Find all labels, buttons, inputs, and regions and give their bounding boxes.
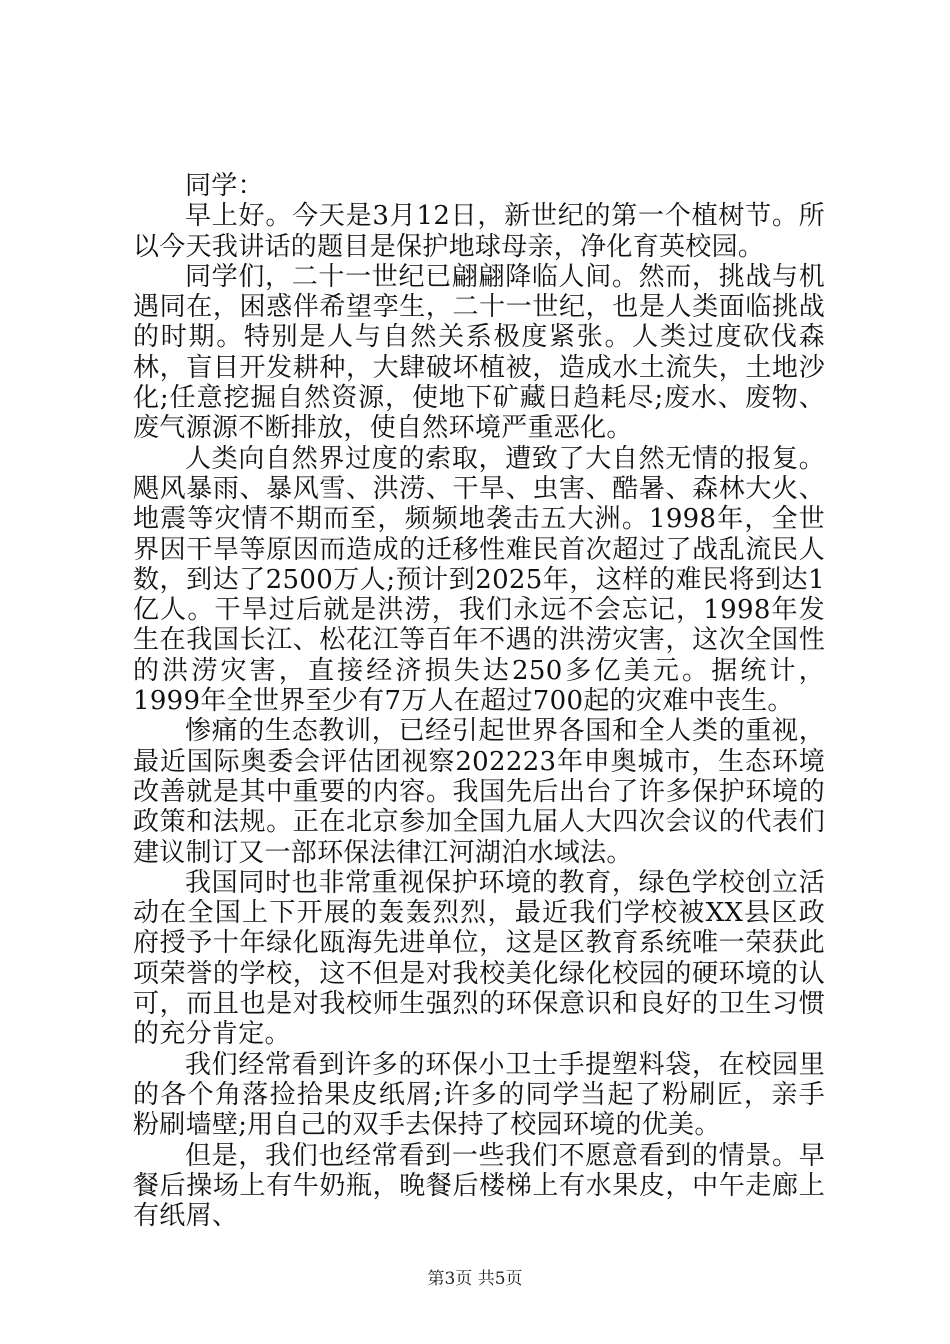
paragraph-greeting: 早上好。今天是3月12日，新世纪的第一个植树节。所以今天我讲话的题目是保护地球母亲，净化育英校园。 xyxy=(133,201,825,262)
paragraph-bad-scenes: 但是，我们也经常看到一些我们不愿意看到的情景。早餐后操场上有牛奶瓶，晚餐后楼梯上有水果皮，中午走廊上有纸屑、 xyxy=(133,1140,825,1232)
speech-body xyxy=(133,171,825,1231)
salutation: 同学： xyxy=(185,171,264,201)
paragraph-eco-guards: 我们经常看到许多的环保小卫士手提塑料袋，在校园里的各个角落捡拾果皮纸屑;许多的同学当起了粉刷匠，亲手粉刷墙壁;用自己的双手去保持了校园环境的优美。 xyxy=(133,1049,825,1141)
paragraph-green-school: 我国同时也非常重视保护环境的教育，绿色学校创立活动在全国上下开展的轰轰烈烈，最近我们学校被XX县区政府授予十年绿化瓯海先进单位，这是区教育系统唯一荣获此项荣誉的学校，这不但是对我校美化绿化校园的硬环境的认可，而且也是对我校师生强烈的环保意识和良好的卫生习惯的充分肯定。 xyxy=(133,867,825,1050)
paragraph-disasters: 人类向自然界过度的索取，遭致了大自然无情的报复。飓风暴雨、暴风雪、洪涝、干旱、虫害、酷暑、森林大火、地震等灾情不期而至，频频地袭击五大洲。1998年，全世界因干旱等原因而造成的迁移性难民首次超过了战乱流民人数，到达了2500万人;预计到2025年，这样的难民将到达1亿人。干旱过后就是洪涝，我们永远不会忘记，1998年发生在我国长江、松花江等百年不遇的洪涝灾害，这次全国性的洪涝灾害，直接经济损失达250多亿美元。据统计，1999年全世界至少有7万人在超过700起的灾难中丧生。 xyxy=(133,443,825,717)
page-number: 第3页 共5页 xyxy=(427,1269,523,1289)
paragraph-challenges: 同学们，二十一世纪已翩翩降临人间。然而，挑战与机遇同在，困惑伴希望孪生，二十一世纪，也是人类面临挑战的时期。特别是人与自然关系极度紧张。人类过度砍伐森林，盲目开发耕种，大肆破坏植被，造成水土流失，土地沙化;任意挖掘自然资源，使地下矿藏日趋耗尽;废水、废物、废气源源不断排放，使自然环境严重恶化。 xyxy=(133,261,825,444)
paragraph-ecology-lessons: 惨痛的生态教训，已经引起世界各国和全人类的重视，最近国际奥委会评估团视察202223年申奥城市，生态环境改善就是其中重要的内容。我国先后出台了许多保护环境的政策和法规。正在北京参加全国九届人大四次会议的代表们建议制订又一部环保法律江河湖泊水域法。 xyxy=(133,716,825,868)
